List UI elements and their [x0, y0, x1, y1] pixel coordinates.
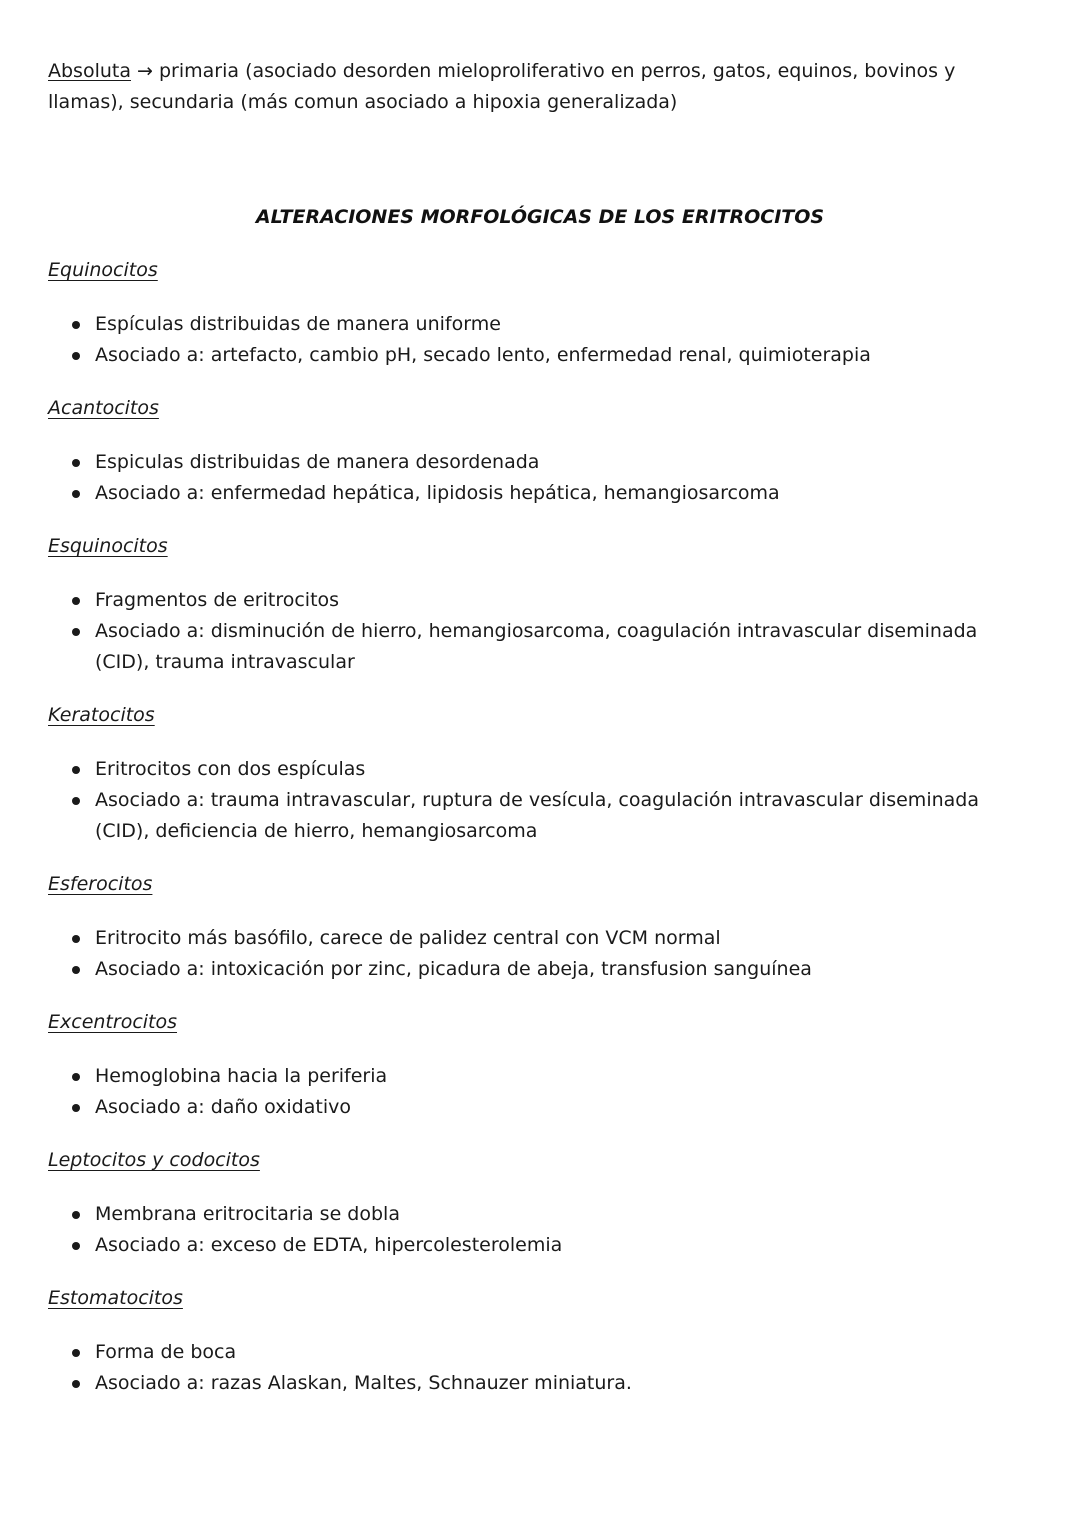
section-heading: Acantocitos [48, 397, 159, 419]
bullet-list [48, 1199, 1032, 1261]
bullet-item [48, 1337, 1032, 1368]
bullet-list [48, 754, 1032, 847]
bullet-dot-icon [72, 1104, 80, 1112]
bullet-text: Asociado a: enfermedad hepática, lipidosis hepática, hemangiosarcoma [95, 482, 780, 504]
section-keratocitos [48, 700, 1032, 847]
section-esferocitos [48, 869, 1032, 985]
bullet-item [48, 447, 1032, 478]
bullet-item [48, 954, 1032, 985]
section-excentrocitos [48, 1007, 1032, 1123]
section-heading: Equinocitos [48, 259, 158, 281]
section-heading: Excentrocitos [48, 1011, 178, 1033]
bullet-text: Espículas distribuidas de manera uniforme [95, 313, 501, 335]
section-heading: Estomatocitos [48, 1287, 183, 1309]
document-title: ALTERACIONES MORFOLÓGICAS DE LOS ERITROCITOS [255, 206, 825, 228]
bullet-text: Asociado a: trauma intravascular, ruptura de vesícula, coagulación intravascular diseminada (CID), deficiencia de hierro, hemangiosarcoma [95, 789, 979, 842]
bullet-dot-icon [72, 1211, 80, 1219]
bullet-item [48, 1368, 1032, 1399]
bullet-item [48, 1199, 1032, 1230]
bullet-list [48, 585, 1032, 678]
bullet-item [48, 585, 1032, 616]
bullet-dot-icon [72, 935, 80, 943]
bullet-dot-icon [72, 321, 80, 329]
bullet-text: Fragmentos de eritrocitos [95, 589, 340, 611]
intro-lead-term: Absoluta [48, 60, 131, 82]
bullet-text: Asociado a: disminución de hierro, hemangiosarcoma, coagulación intravascular diseminada (CID), trauma intravascular [95, 620, 978, 673]
bullet-text: Asociado a: exceso de EDTA, hipercolesterolemia [95, 1234, 563, 1256]
section-equinocitos [48, 255, 1032, 371]
bullet-dot-icon [72, 766, 80, 774]
bullet-text: Asociado a: razas Alaskan, Maltes, Schnauzer miniatura. [95, 1372, 632, 1394]
bullet-text: Asociado a: intoxicación por zinc, picadura de abeja, transfusion sanguínea [95, 958, 812, 980]
bullet-dot-icon [72, 966, 80, 974]
bullet-list [48, 447, 1032, 509]
bullet-text: Membrana eritrocitaria se dobla [95, 1203, 400, 1225]
bullet-dot-icon [72, 1073, 80, 1081]
bullet-list [48, 1061, 1032, 1123]
bullet-dot-icon [72, 352, 80, 360]
bullet-text: Asociado a: artefacto, cambio pH, secado lento, enfermedad renal, quimioterapia [95, 344, 871, 366]
bullet-item [48, 1061, 1032, 1092]
bullet-item [48, 340, 1032, 371]
bullet-item [48, 785, 1032, 847]
section-leptocitos-y-codocitos [48, 1145, 1032, 1261]
bullet-dot-icon [72, 797, 80, 805]
bullet-item [48, 923, 1032, 954]
bullet-text: Eritrocito más basófilo, carece de palidez central con VCM normal [95, 927, 721, 949]
bullet-item [48, 1092, 1032, 1123]
section-heading: Esquinocitos [48, 535, 168, 557]
bullet-dot-icon [72, 459, 80, 467]
bullet-list [48, 923, 1032, 985]
bullet-list [48, 1337, 1032, 1399]
bullet-dot-icon [72, 1242, 80, 1250]
bullet-item [48, 616, 1032, 678]
bullet-text: Hemoglobina hacia la periferia [95, 1065, 388, 1087]
bullet-text: Forma de boca [95, 1341, 237, 1363]
bullet-dot-icon [72, 597, 80, 605]
intro-text: → primaria (asociado desorden mieloproliferativo en perros, gatos, equinos, bovinos y llamas), secundaria (más comun asociado a hipoxia generalizada) [48, 60, 956, 113]
section-esquinocitos [48, 531, 1032, 678]
bullet-text: Eritrocitos con dos espículas [95, 758, 366, 780]
bullet-dot-icon [72, 490, 80, 498]
section-acantocitos [48, 393, 1032, 509]
bullet-dot-icon [72, 628, 80, 636]
bullet-item [48, 309, 1032, 340]
bullet-text: Espiculas distribuidas de manera desordenada [95, 451, 540, 473]
section-heading: Esferocitos [48, 873, 153, 895]
bullet-item [48, 1230, 1032, 1261]
section-heading: Leptocitos y codocitos [48, 1149, 260, 1171]
bullet-item [48, 754, 1032, 785]
bullet-dot-icon [72, 1380, 80, 1388]
intro-paragraph [48, 56, 1032, 118]
bullet-list [48, 309, 1032, 371]
section-heading: Keratocitos [48, 704, 155, 726]
section-estomatocitos [48, 1283, 1032, 1399]
bullet-text: Asociado a: daño oxidativo [95, 1096, 351, 1118]
bullet-item [48, 478, 1032, 509]
bullet-dot-icon [72, 1349, 80, 1357]
